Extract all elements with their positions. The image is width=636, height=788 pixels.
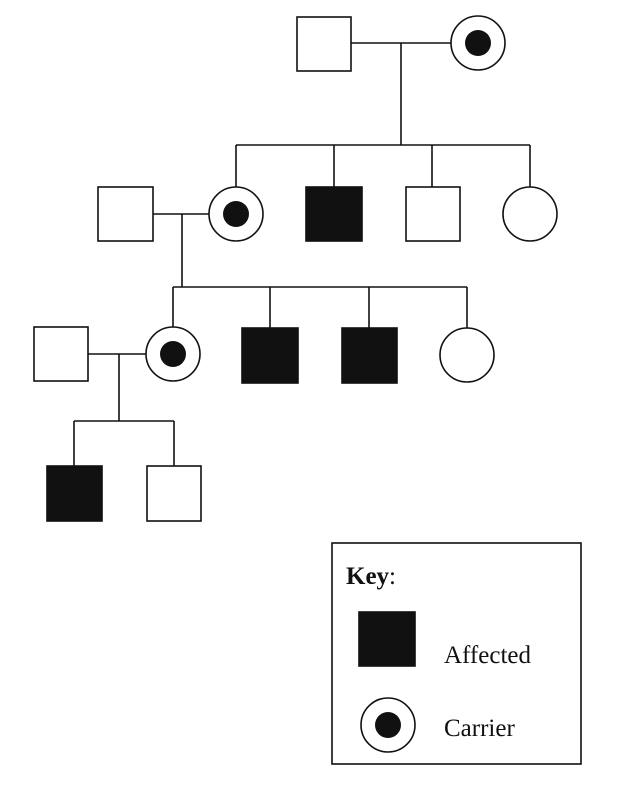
g3-spouse-male-unaffected (34, 327, 88, 381)
g3-male-3-affected (342, 328, 397, 383)
g2-male-2-affected (306, 187, 362, 241)
legend-title (346, 563, 396, 590)
legend-carrier-symbol-dot (375, 712, 401, 738)
g2-male-3-unaffected (406, 187, 460, 241)
legend-carrier-label: Carrier (444, 715, 515, 742)
legend (332, 543, 581, 764)
g1-male-unaffected (297, 17, 351, 71)
g4-male-1-affected (47, 466, 102, 521)
legend-title-word: Key (346, 563, 390, 590)
g2-female-4-unaffected (503, 187, 557, 241)
g2-female-1-carrier-dot (223, 201, 249, 227)
g3-female-1-carrier-dot (160, 341, 186, 367)
g1-female-carrier-dot (465, 30, 491, 56)
g3-female-4-unaffected (440, 328, 494, 382)
g2-spouse-male-unaffected (98, 187, 153, 241)
g4-male-2-unaffected (147, 466, 201, 521)
legend-title-colon: : (389, 563, 396, 590)
generation-4 (47, 466, 201, 521)
g3-male-2-affected (242, 328, 298, 383)
legend-affected-symbol (359, 612, 415, 666)
pedigree-lines (74, 43, 530, 466)
legend-affected-label: Affected (444, 642, 531, 669)
generation-3 (34, 327, 494, 383)
